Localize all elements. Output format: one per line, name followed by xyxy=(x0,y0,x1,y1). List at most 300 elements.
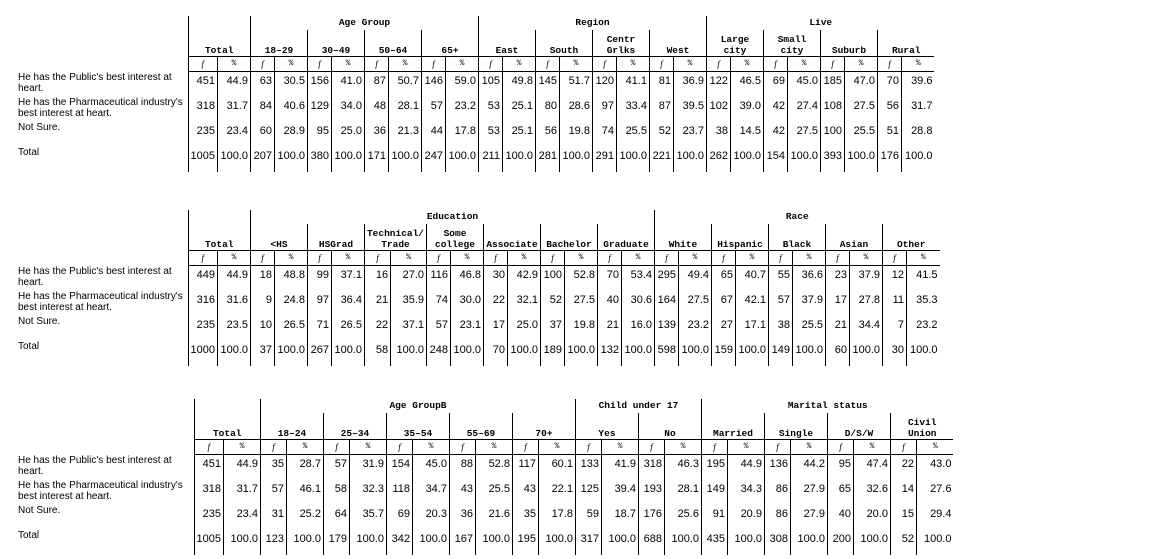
frequency-header: f xyxy=(820,57,844,72)
percent-cell: 41.1 xyxy=(616,72,649,98)
frequency-cell: 235 xyxy=(194,505,223,530)
crosstab-table-2 xyxy=(16,210,940,366)
frequency-cell: 86 xyxy=(764,505,790,530)
frequency-cell: 87 xyxy=(364,72,388,98)
group-header xyxy=(194,399,260,413)
percent-cell: 100.0 xyxy=(601,530,638,555)
percent-cell: 27.6 xyxy=(916,480,953,505)
column-header: 35–54 xyxy=(386,413,449,440)
percent-cell: 23.2 xyxy=(679,316,712,341)
frequency-header: f xyxy=(638,440,664,455)
frequency-cell: 317 xyxy=(575,530,601,555)
frequency-cell: 56 xyxy=(877,97,901,122)
percent-cell: 36.9 xyxy=(673,72,706,98)
percent-header: % xyxy=(787,57,820,72)
frequency-cell: 36 xyxy=(449,505,475,530)
percent-cell: 25.0 xyxy=(331,122,364,147)
column-header: 18–24 xyxy=(260,413,323,440)
percent-header: % xyxy=(736,251,769,266)
frequency-header: f xyxy=(364,251,390,266)
frequency-cell: 164 xyxy=(655,291,679,316)
percent-cell: 25.5 xyxy=(844,122,877,147)
frequency-cell: 449 xyxy=(188,266,217,292)
frequency-header: f xyxy=(649,57,673,72)
percent-cell: 41.5 xyxy=(907,266,940,292)
percent-header: % xyxy=(412,440,449,455)
percent-cell: 28.1 xyxy=(664,480,701,505)
percent-cell: 17.8 xyxy=(445,122,478,147)
percent-cell: 50.7 xyxy=(388,72,421,98)
percent-cell: 39.5 xyxy=(673,97,706,122)
frequency-cell: 7 xyxy=(883,316,907,341)
frequency-cell: 100 xyxy=(820,122,844,147)
percent-header: % xyxy=(451,251,484,266)
percent-cell: 26.5 xyxy=(274,316,307,341)
table-row xyxy=(16,341,940,366)
percent-cell: 32.6 xyxy=(853,480,890,505)
percent-cell: 37.1 xyxy=(331,266,364,292)
percent-cell: 23.5 xyxy=(217,316,250,341)
percent-cell: 52.8 xyxy=(475,455,512,481)
frequency-cell: 21 xyxy=(598,316,622,341)
frequency-cell: 235 xyxy=(188,316,217,341)
percent-cell: 27.5 xyxy=(565,291,598,316)
percent-header: % xyxy=(388,57,421,72)
header-spacer xyxy=(16,210,188,224)
frequency-cell: 1000 xyxy=(188,341,217,366)
frequency-cell: 86 xyxy=(764,480,790,505)
percent-cell: 37.1 xyxy=(391,316,427,341)
frequency-header: f xyxy=(307,251,331,266)
frequency-header: f xyxy=(883,251,907,266)
percent-cell: 23.1 xyxy=(451,316,484,341)
row-label: He has the Public's best interest at heart. xyxy=(18,71,172,94)
frequency-cell: 17 xyxy=(484,316,508,341)
frequency-header: f xyxy=(260,440,286,455)
frequency-cell: 9 xyxy=(250,291,274,316)
frequency-cell: 10 xyxy=(250,316,274,341)
frequency-header: f xyxy=(194,440,223,455)
percent-cell: 100.0 xyxy=(790,530,827,555)
percent-cell: 16.0 xyxy=(622,316,655,341)
percent-cell: 39.6 xyxy=(901,72,934,98)
frequency-cell: 58 xyxy=(364,341,390,366)
percent-cell: 100.0 xyxy=(664,530,701,555)
row-label: He has the Pharmaceutical industry's best interest at heart. xyxy=(18,291,183,313)
percent-cell: 14.5 xyxy=(730,122,763,147)
percent-header: % xyxy=(502,57,535,72)
percent-cell: 21.3 xyxy=(388,122,421,147)
percent-header: % xyxy=(616,57,649,72)
column-header: 50–64 xyxy=(364,30,421,57)
column-header: Yes xyxy=(575,413,638,440)
column-header: Total xyxy=(188,224,250,251)
percent-cell: 40.6 xyxy=(274,97,307,122)
percent-cell: 37.9 xyxy=(793,291,826,316)
percent-cell: 35.3 xyxy=(907,291,940,316)
group-header: Live xyxy=(706,16,934,30)
column-header: Some college xyxy=(427,224,484,251)
column-header: Large city xyxy=(706,30,763,57)
column-header: <HS xyxy=(250,224,307,251)
frequency-cell: 117 xyxy=(512,455,538,481)
frequency-cell: 108 xyxy=(820,97,844,122)
percent-cell: 30.0 xyxy=(451,291,484,316)
frequency-cell: 21 xyxy=(364,291,390,316)
percent-header: % xyxy=(601,440,638,455)
frequency-cell: 146 xyxy=(421,72,445,98)
percent-cell: 46.3 xyxy=(664,455,701,481)
frequency-cell: 122 xyxy=(706,72,730,98)
percent-header: % xyxy=(622,251,655,266)
percent-cell: 27.5 xyxy=(787,122,820,147)
percent-header: % xyxy=(790,440,827,455)
table-row xyxy=(16,72,934,98)
frequency-cell: 40 xyxy=(827,505,853,530)
percent-cell: 100.0 xyxy=(475,530,512,555)
header-spacer xyxy=(16,251,188,266)
percent-cell: 20.9 xyxy=(727,505,764,530)
percent-cell: 100.0 xyxy=(286,530,323,555)
percent-cell: 100.0 xyxy=(445,147,478,172)
percent-cell: 36.6 xyxy=(793,266,826,292)
row-label: Total xyxy=(18,341,40,352)
percent-cell: 18.7 xyxy=(601,505,638,530)
percent-cell: 25.1 xyxy=(502,122,535,147)
frequency-cell: 1005 xyxy=(188,147,217,172)
percent-cell: 28.9 xyxy=(274,122,307,147)
percent-cell: 19.8 xyxy=(559,122,592,147)
frequency-cell: 193 xyxy=(638,480,664,505)
table-row xyxy=(16,316,940,341)
percent-cell: 37.9 xyxy=(850,266,883,292)
percent-cell: 34.4 xyxy=(850,316,883,341)
percent-cell: 44.9 xyxy=(217,72,250,98)
frequency-cell: 136 xyxy=(764,455,790,481)
frequency-cell: 207 xyxy=(250,147,274,172)
column-header: Black xyxy=(769,224,826,251)
percent-cell: 100.0 xyxy=(538,530,575,555)
percent-cell: 25.0 xyxy=(508,316,541,341)
percent-cell: 34.3 xyxy=(727,480,764,505)
percent-cell: 28.1 xyxy=(388,97,421,122)
table-row xyxy=(16,480,953,505)
frequency-cell: 88 xyxy=(449,455,475,481)
percent-header: % xyxy=(730,57,763,72)
frequency-header: f xyxy=(764,440,790,455)
group-header xyxy=(188,16,250,30)
frequency-cell: 56 xyxy=(535,122,559,147)
frequency-header: f xyxy=(386,440,412,455)
percent-cell: 47.0 xyxy=(844,72,877,98)
percent-header: % xyxy=(844,57,877,72)
frequency-cell: 36 xyxy=(364,122,388,147)
frequency-cell: 159 xyxy=(712,341,736,366)
crosstab-table-3 xyxy=(16,399,953,555)
column-header: HSGrad xyxy=(307,224,364,251)
percent-header: % xyxy=(565,251,598,266)
frequency-cell: 51 xyxy=(877,122,901,147)
frequency-header: f xyxy=(307,57,331,72)
frequency-cell: 318 xyxy=(188,97,217,122)
percent-cell: 24.8 xyxy=(274,291,307,316)
percent-cell: 46.5 xyxy=(730,72,763,98)
frequency-cell: 145 xyxy=(535,72,559,98)
percent-cell: 23.2 xyxy=(445,97,478,122)
frequency-cell: 118 xyxy=(386,480,412,505)
percent-cell: 100.0 xyxy=(673,147,706,172)
frequency-header: f xyxy=(827,440,853,455)
frequency-cell: 69 xyxy=(386,505,412,530)
percent-cell: 100.0 xyxy=(217,341,250,366)
column-header: Total xyxy=(194,413,260,440)
frequency-cell: 393 xyxy=(820,147,844,172)
percent-cell: 100.0 xyxy=(565,341,598,366)
percent-cell: 27.0 xyxy=(391,266,427,292)
frequency-header: f xyxy=(421,57,445,72)
frequency-cell: 57 xyxy=(323,455,349,481)
row-label: He has the Public's best interest at heart. xyxy=(18,265,172,288)
percent-cell: 100.0 xyxy=(622,341,655,366)
percent-cell: 46.1 xyxy=(286,480,323,505)
frequency-cell: 67 xyxy=(712,291,736,316)
frequency-header: f xyxy=(877,57,901,72)
percent-cell: 27.5 xyxy=(679,291,712,316)
row-label: Total xyxy=(18,530,40,541)
percent-cell: 100.0 xyxy=(907,341,940,366)
frequency-cell: 52 xyxy=(890,530,916,555)
group-header: Race xyxy=(655,210,940,224)
percent-cell: 45.0 xyxy=(787,72,820,98)
percent-cell: 100.0 xyxy=(331,341,364,366)
frequency-cell: 598 xyxy=(655,341,679,366)
header-spacer xyxy=(16,440,194,455)
percent-cell: 100.0 xyxy=(274,341,307,366)
frequency-cell: 154 xyxy=(763,147,787,172)
row-label: Not Sure. xyxy=(18,505,61,516)
column-header: Associate xyxy=(484,224,541,251)
percent-cell: 23.2 xyxy=(907,316,940,341)
frequency-cell: 15 xyxy=(890,505,916,530)
percent-cell: 25.5 xyxy=(616,122,649,147)
column-header: Small city xyxy=(763,30,820,57)
row-label: Not Sure. xyxy=(18,316,61,327)
frequency-cell: 63 xyxy=(250,72,274,98)
frequency-cell: 125 xyxy=(575,480,601,505)
percent-cell: 100.0 xyxy=(508,341,541,366)
percent-cell: 34.0 xyxy=(331,97,364,122)
frequency-header: f xyxy=(598,251,622,266)
percent-header: % xyxy=(331,251,364,266)
percent-cell: 39.0 xyxy=(730,97,763,122)
percent-cell: 44.9 xyxy=(223,455,260,481)
percent-cell: 100.0 xyxy=(451,341,484,366)
percent-header: % xyxy=(217,251,250,266)
frequency-cell: 43 xyxy=(449,480,475,505)
frequency-cell: 189 xyxy=(541,341,565,366)
percent-cell: 100.0 xyxy=(844,147,877,172)
percent-cell: 25.2 xyxy=(286,505,323,530)
percent-cell: 100.0 xyxy=(349,530,386,555)
group-header: Region xyxy=(478,16,706,30)
frequency-cell: 308 xyxy=(764,530,790,555)
percent-cell: 47.4 xyxy=(853,455,890,481)
frequency-header: f xyxy=(701,440,727,455)
column-header: Asian xyxy=(826,224,883,251)
frequency-cell: 70 xyxy=(877,72,901,98)
percent-header: % xyxy=(916,440,953,455)
percent-cell: 27.4 xyxy=(787,97,820,122)
frequency-cell: 48 xyxy=(364,97,388,122)
percent-header: % xyxy=(679,251,712,266)
frequency-cell: 99 xyxy=(307,266,331,292)
column-header: No xyxy=(638,413,701,440)
percent-cell: 59.0 xyxy=(445,72,478,98)
table-row xyxy=(16,291,940,316)
table-row xyxy=(16,505,953,530)
table-row xyxy=(16,530,953,555)
group-header: Age GroupB xyxy=(260,399,575,413)
group-header: Child under 17 xyxy=(575,399,701,413)
frequency-cell: 318 xyxy=(638,455,664,481)
percent-cell: 48.8 xyxy=(274,266,307,292)
percent-header: % xyxy=(223,440,260,455)
percent-header: % xyxy=(475,440,512,455)
frequency-header: f xyxy=(890,440,916,455)
frequency-cell: 22 xyxy=(484,291,508,316)
frequency-header: f xyxy=(541,251,565,266)
frequency-cell: 200 xyxy=(827,530,853,555)
frequency-cell: 30 xyxy=(883,341,907,366)
frequency-cell: 23 xyxy=(826,266,850,292)
column-header: 70+ xyxy=(512,413,575,440)
frequency-cell: 154 xyxy=(386,455,412,481)
frequency-cell: 42 xyxy=(763,97,787,122)
percent-header: % xyxy=(445,57,478,72)
percent-cell: 39.4 xyxy=(601,480,638,505)
percent-cell: 30.6 xyxy=(622,291,655,316)
percent-cell: 31.9 xyxy=(349,455,386,481)
percent-cell: 27.8 xyxy=(850,291,883,316)
frequency-cell: 139 xyxy=(655,316,679,341)
frequency-cell: 81 xyxy=(649,72,673,98)
frequency-cell: 40 xyxy=(598,291,622,316)
column-header: Hispanic xyxy=(712,224,769,251)
frequency-cell: 688 xyxy=(638,530,664,555)
percent-cell: 25.6 xyxy=(664,505,701,530)
frequency-cell: 133 xyxy=(575,455,601,481)
percent-cell: 100.0 xyxy=(853,530,890,555)
frequency-cell: 37 xyxy=(541,316,565,341)
frequency-cell: 149 xyxy=(701,480,727,505)
percent-cell: 19.8 xyxy=(565,316,598,341)
frequency-cell: 267 xyxy=(307,341,331,366)
header-spacer xyxy=(16,224,188,251)
column-header: 55–69 xyxy=(449,413,512,440)
percent-cell: 26.5 xyxy=(331,316,364,341)
frequency-cell: 221 xyxy=(649,147,673,172)
percent-cell: 51.7 xyxy=(559,72,592,98)
percent-cell: 100.0 xyxy=(679,341,712,366)
percent-header: % xyxy=(727,440,764,455)
frequency-cell: 53 xyxy=(478,97,502,122)
frequency-cell: 38 xyxy=(706,122,730,147)
percent-cell: 100.0 xyxy=(331,147,364,172)
frequency-cell: 318 xyxy=(194,480,223,505)
frequency-header: f xyxy=(769,251,793,266)
frequency-header: f xyxy=(449,440,475,455)
frequency-cell: 97 xyxy=(592,97,616,122)
percent-header: % xyxy=(274,57,307,72)
frequency-cell: 451 xyxy=(188,72,217,98)
header-spacer xyxy=(16,30,188,57)
column-header: Single xyxy=(764,413,827,440)
frequency-cell: 22 xyxy=(890,455,916,481)
frequency-cell: 95 xyxy=(827,455,853,481)
percent-header: % xyxy=(901,57,934,72)
table-row xyxy=(16,266,940,292)
frequency-cell: 57 xyxy=(421,97,445,122)
frequency-cell: 185 xyxy=(820,72,844,98)
percent-cell: 22.1 xyxy=(538,480,575,505)
frequency-cell: 17 xyxy=(826,291,850,316)
column-header: D/S/W xyxy=(827,413,890,440)
percent-cell: 100.0 xyxy=(793,341,826,366)
frequency-cell: 156 xyxy=(307,72,331,98)
percent-header: % xyxy=(559,57,592,72)
frequency-cell: 70 xyxy=(484,341,508,366)
percent-cell: 23.4 xyxy=(223,505,260,530)
percent-header: % xyxy=(274,251,307,266)
frequency-cell: 235 xyxy=(188,122,217,147)
frequency-cell: 129 xyxy=(307,97,331,122)
percent-cell: 42.9 xyxy=(508,266,541,292)
table-row xyxy=(16,455,953,481)
percent-header: % xyxy=(850,251,883,266)
percent-header: % xyxy=(331,57,364,72)
frequency-cell: 14 xyxy=(890,480,916,505)
frequency-cell: 35 xyxy=(260,455,286,481)
column-header: Graduate xyxy=(598,224,655,251)
frequency-header: f xyxy=(763,57,787,72)
percent-cell: 27.9 xyxy=(790,505,827,530)
frequency-cell: 18 xyxy=(250,266,274,292)
percent-cell: 25.1 xyxy=(502,97,535,122)
percent-cell: 52.8 xyxy=(565,266,598,292)
column-header: West xyxy=(649,30,706,57)
frequency-cell: 295 xyxy=(655,266,679,292)
frequency-cell: 84 xyxy=(250,97,274,122)
percent-header: % xyxy=(217,57,250,72)
percent-cell: 21.6 xyxy=(475,505,512,530)
percent-cell: 100.0 xyxy=(274,147,307,172)
frequency-header: f xyxy=(655,251,679,266)
percent-cell: 100.0 xyxy=(559,147,592,172)
percent-header: % xyxy=(349,440,386,455)
frequency-cell: 95 xyxy=(307,122,331,147)
frequency-header: f xyxy=(188,251,217,266)
frequency-cell: 195 xyxy=(512,530,538,555)
frequency-header: f xyxy=(592,57,616,72)
row-label: Total xyxy=(18,147,40,158)
frequency-cell: 87 xyxy=(649,97,673,122)
frequency-cell: 120 xyxy=(592,72,616,98)
percent-cell: 25.5 xyxy=(475,480,512,505)
frequency-cell: 247 xyxy=(421,147,445,172)
frequency-cell: 38 xyxy=(769,316,793,341)
frequency-cell: 91 xyxy=(701,505,727,530)
frequency-header: f xyxy=(188,57,217,72)
